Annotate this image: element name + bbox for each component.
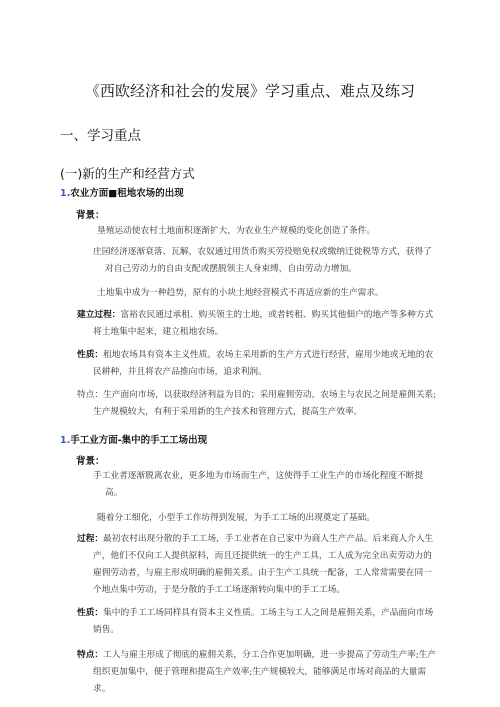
part2-background-p1: 手工业者逐渐脱离农业，更多地为市场而生产，这使得手工业生产的市场化程度不断提高。 [93, 471, 424, 498]
part2-feature-text: 工人与雇主形成了彻底的雇佣关系，分工合作更加明确，进一步提高了劳动生产率;生产组织更加集中，便于管理和提高生产效率;生产规模较大，能够满足市场对商品的大量需求。 [93, 650, 437, 694]
part2-heading [60, 432, 207, 446]
part2-feature [77, 647, 439, 698]
part2-process-label: 过程： [77, 534, 104, 544]
part1-process-label: 建立过程： [77, 310, 121, 320]
part1-feature-label: 特点： [77, 390, 104, 400]
part1-background-label: 背景： [76, 210, 105, 221]
part1-process-text: 富裕农民通过承租、购买领主的土地，或者转租、购买其他佃户的地产等多种方式将土地集中起来，建立租地农场。 [93, 310, 434, 337]
part1-background-p1: 垦殖运动使农村土地面积逐渐扩大，为农业生产规模的变化创造了条件。 [97, 226, 375, 236]
part2-feature-label: 特点： [77, 650, 104, 660]
part2-background-p2: 随着分工细化，小型手工作坊得到发展，为手工工场的出现奠定了基础。 [97, 513, 375, 523]
part1-feature [77, 387, 439, 421]
part2-heading-text: 手工业方面-集中的手工工场出现 [70, 435, 208, 446]
part2-background-label: 背景： [76, 456, 105, 467]
part1-heading-text: 农业方面■租地农场的出现 [70, 188, 184, 199]
part1-nature [77, 347, 439, 381]
part1-background-p3: 土地集中成为一种趋势，原有的小块土地经营模式不再适应新的生产需求。 [97, 288, 384, 298]
part2-process [77, 531, 439, 599]
part1-process [77, 307, 439, 341]
document-title: 《西欧经济和社会的发展》学习重点、难点及练习 [84, 82, 415, 100]
part1-number: 1. [60, 188, 71, 199]
part1-heading [60, 185, 184, 199]
part2-nature [77, 605, 439, 639]
part2-nature-text: 集中的手工工场同样具有资本主义性质。工场主与工人之间是雇佣关系，产品面向市场销售。 [93, 608, 434, 635]
part1-feature-text: 生产面向市场，以获取经济利益为目的；采用雇佣劳动，农场主与农民之间是雇佣关系;生产规模较大，有利于采用新的生产技术和管理方式，提高生产效率。 [93, 390, 437, 417]
part1-nature-label: 性质： [77, 350, 104, 360]
section-heading: 一、学习重点 [60, 128, 141, 144]
part2-nature-label: 性质： [77, 608, 104, 618]
part2-process-text: 最初农村出现分散的手工工场，手工业者在自己家中为商人生产产品。后来商人介入生产，他们不仅向工人提供原料，而且还提供统一的生产工具，工人成为完全出卖劳动力的雇佣劳动者，与雇主形成明确的雇佣关系。由于生产工具统一配备，工人常常需要在同一个地点集中劳动，于是分散的手工工场逐渐转向集中的手工工场。 [93, 534, 434, 595]
part1-background-p2: 庄园经济逐渐衰落、瓦解，农奴通过用货币购买劳役赔免权或缴纳迁徙税等方式，获得了对自己劳动力的自由支配或摆脱领主人身束缚，自由劳动力增加。 [93, 247, 432, 274]
part1-nature-text: 租地农场具有资本主义性质。农场主采用新的生产方式进行经营，雇用少地或无地的农民耕种，并且将农产品推向市场，追求利润。 [93, 350, 434, 377]
subsection-heading: (一)新的生产和经营方式 [60, 166, 195, 181]
part2-number: 1. [60, 435, 71, 446]
